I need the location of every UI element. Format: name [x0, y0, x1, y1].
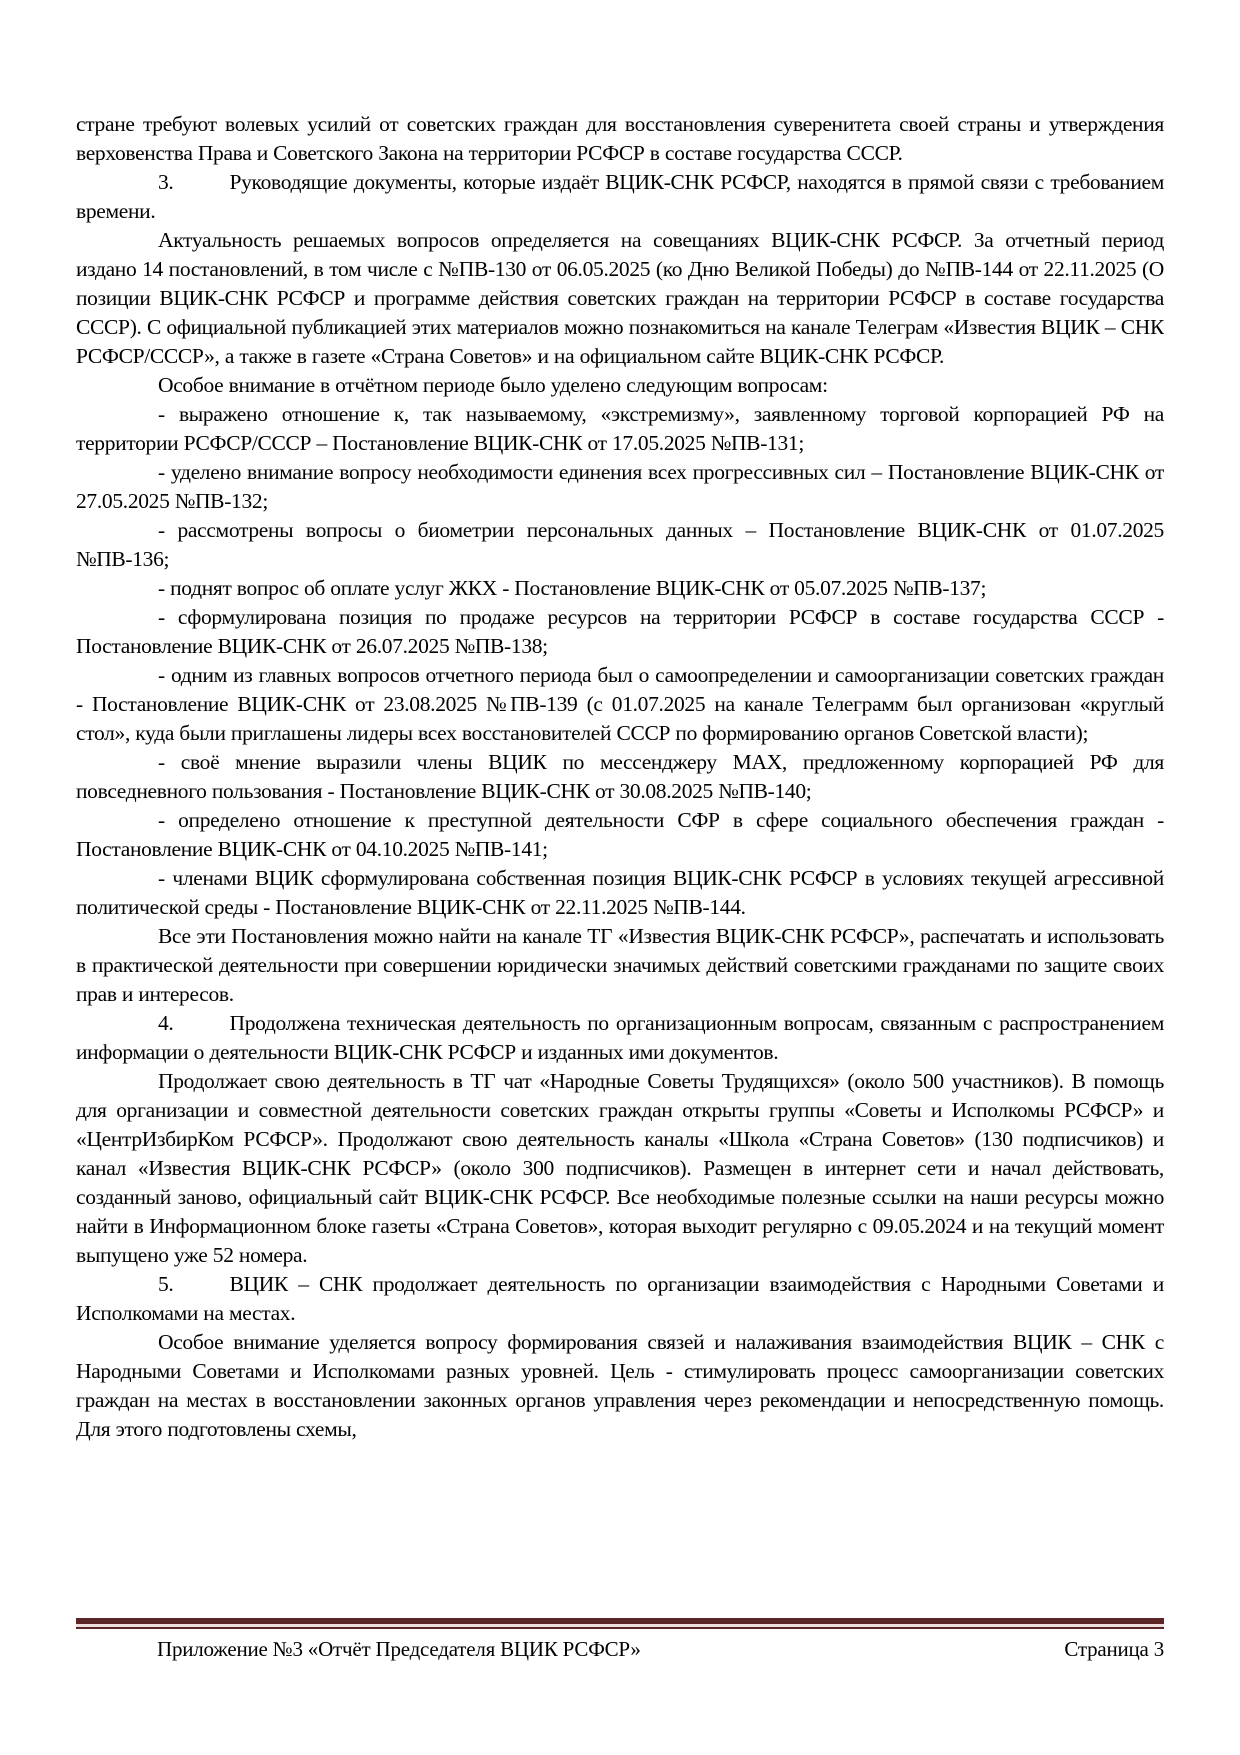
document-body	[76, 110, 1164, 1622]
paragraph: - сформулирована позиция по продаже ресурсов на территории РСФСР в составе государства СССР - Постановление ВЦИК-СНК от 26.07.2025 №ПВ-138;	[76, 605, 1164, 658]
paragraph: - поднят вопрос об оплате услуг ЖКХ - Постановление ВЦИК-СНК от 05.07.2025 №ПВ-137;	[158, 576, 987, 600]
paragraph: - определено отношение к преступной деятельности СФР в сфере социального обеспечения граждан - Постановление ВЦИК-СНК от 04.10.2025 №ПВ-141;	[76, 808, 1164, 861]
paragraph: 4. Продолжена техническая деятельность по организационным вопросам, связанным с распространением информации о деятельности ВЦИК-СНК РСФСР и изданных ими документов.	[76, 1011, 1164, 1064]
paragraph: 3. Руководящие документы, которые издаёт ВЦИК-СНК РСФСР, находятся в прямой связи с требованием времени.	[76, 170, 1164, 223]
paragraph: - членами ВЦИК сформулирована собственная позиция ВЦИК-СНК РСФСР в условиях текущей агрессивной политической среды - Постановление ВЦИК-СНК от 22.11.2025 №ПВ-144.	[76, 866, 1164, 919]
page-footer	[76, 1636, 1164, 1663]
footer-page-number: Страница 3	[1064, 1637, 1164, 1661]
footer-appendix-label: Приложение №3 «Отчёт Председателя ВЦИК РСФСР»	[157, 1637, 641, 1661]
paragraph: стране требуют волевых усилий от советских граждан для восстановления суверенитета своей страны и утверждения верховенства Права и Советского Закона на территории РСФСР в составе государства СССР.	[76, 112, 1164, 165]
paragraph: Актуальность решаемых вопросов определяется на совещаниях ВЦИК-СНК РСФСР. За отчетный период издано 14 постановлений, в том числе с №ПВ-130 от 06.05.2025 (ко Дню Великой Победы) до №ПВ-144 от 22.11.2025 (О позиции ВЦИК-СНК РСФСР и программе действия советских граждан на территории РСФСР в составе государства СССР). С официальной публикацией этих материалов можно познакомиться на канале Телеграм «Известия ВЦИК – СНК РСФСР/СССР», а также в газете «Страна Советов» и на официальном сайте ВЦИК-СНК РСФСР.	[76, 228, 1164, 368]
paragraph: - одним из главных вопросов отчетного периода был о самоопределении и самоорганизации советских граждан - Постановление ВЦИК-СНК от 23.08.2025 №ПВ-139 (с 01.07.2025 на канале Телеграмм был организован «круглый стол», куда были приглашены лидеры всех восстановителей СССР по формированию органов Советской власти);	[76, 663, 1164, 745]
paragraph: 5. ВЦИК – СНК продолжает деятельность по организации взаимодействия с Народными Советами и Исполкомами на местах.	[76, 1272, 1164, 1325]
footer-divider-rule	[76, 1618, 1164, 1629]
paragraph: Все эти Постановления можно найти на канале ТГ «Известия ВЦИК-СНК РСФСР», распечатать и использовать в практической деятельности при совершении юридически значимых действий советскими гражданами по защите своих прав и интересов.	[76, 924, 1164, 1006]
paragraph: - рассмотрены вопросы о биометрии персональных данных – Постановление ВЦИК-СНК от 01.07.2025 №ПВ-136;	[76, 518, 1164, 571]
paragraph: Продолжает свою деятельность в ТГ чат «Народные Советы Трудящихся» (около 500 участников). В помощь для организации и совместной деятельности советских граждан открыты группы «Советы и Исполкомы РСФСР» и «ЦентрИзбирКом РСФСР». Продолжают свою деятельность каналы «Школа «Страна Советов» (130 подписчиков) и канал «Известия ВЦИК-СНК РСФСР» (около 300 подписчиков). Размещен в интернет сети и начал действовать, созданный заново, официальный сайт ВЦИК-СНК РСФСР. Все необходимые полезные ссылки на наши ресурсы можно найти в Информационном блоке газеты «Страна Советов», которая выходит регулярно с 09.05.2024 и на текущий момент выпущено уже 52 номера.	[76, 1069, 1164, 1267]
paragraph: Особое внимание уделяется вопросу формирования связей и налаживания взаимодействия ВЦИК – СНК с Народными Советами и Исполкомами разных уровней. Цель - стимулировать процесс самоорганизации советских граждан на местах в восстановлении законных органов управления через рекомендации и непосредственную помощь. Для этого подготовлены схемы,	[76, 1330, 1164, 1441]
paragraph: - уделено внимание вопросу необходимости единения всех прогрессивных сил – Постановление ВЦИК-СНК от 27.05.2025 №ПВ-132;	[76, 460, 1164, 513]
paragraph: Особое внимание в отчётном периоде было уделено следующим вопросам:	[158, 373, 828, 397]
paragraph: - своё мнение выразили члены ВЦИК по мессенджеру MAX, предложенному корпорацией РФ для повседневного пользования - Постановление ВЦИК-СНК от 30.08.2025 №ПВ-140;	[76, 750, 1164, 803]
paragraph: - выражено отношение к, так называемому, «экстремизму», заявленному торговой корпорацией РФ на территории РСФСР/СССР – Постановление ВЦИК-СНК от 17.05.2025 №ПВ-131;	[76, 402, 1164, 455]
